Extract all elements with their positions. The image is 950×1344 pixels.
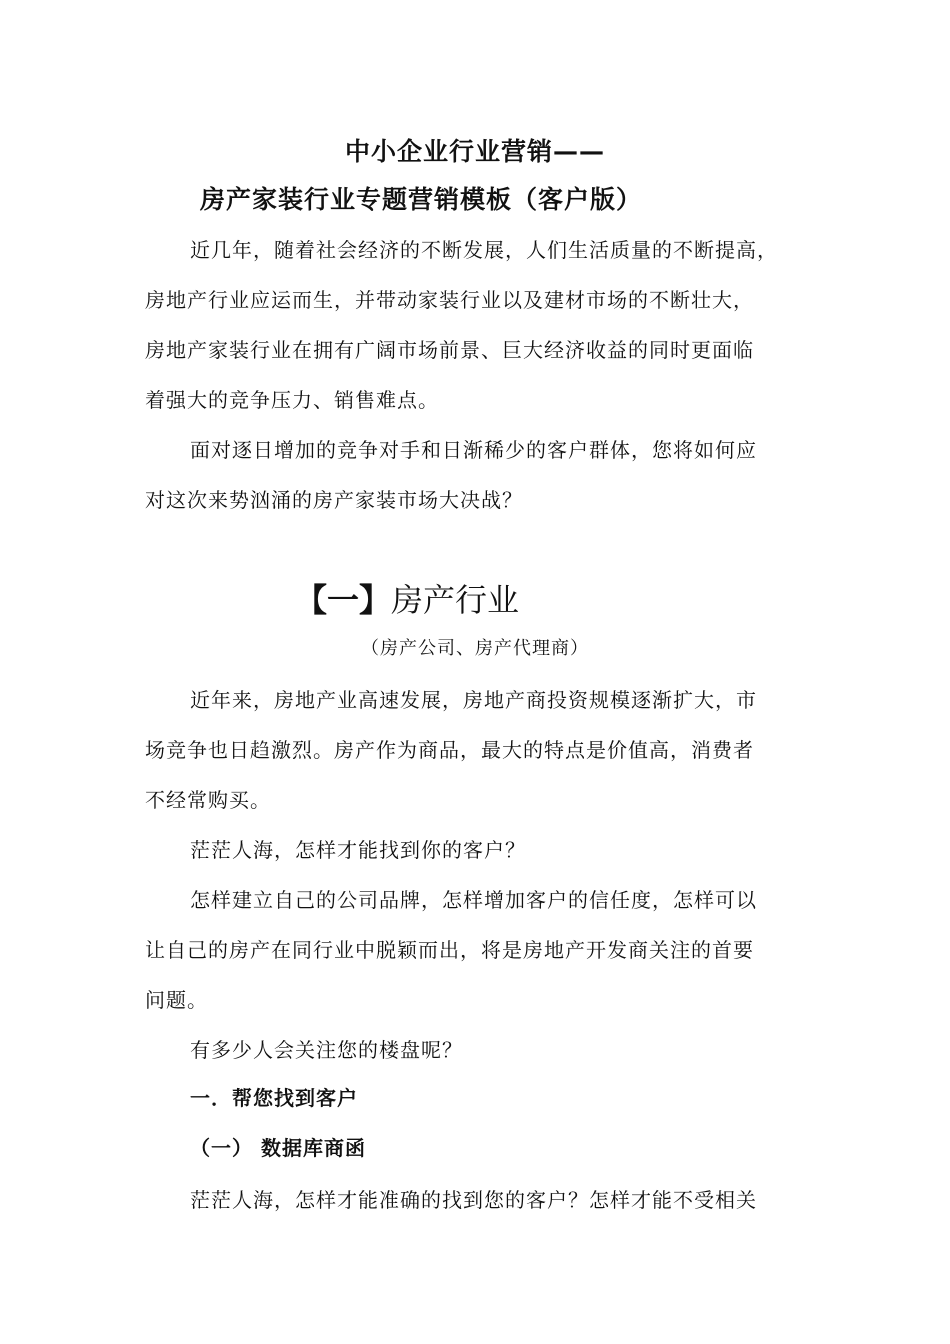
section-p4: 有多少人会关注您的楼盘呢？ <box>190 1038 463 1062</box>
sub-heading-find-customers: 一．帮您找到客户 <box>190 1086 358 1110</box>
intro-p1-line3: 房地产家装行业在拥有广阔市场前景、巨大经济收益的同时更面临 <box>145 338 754 362</box>
section-p1-line3: 不经常购买。 <box>145 788 271 812</box>
section-number: 【一】 <box>295 581 392 619</box>
intro-p1-line2: 房地产行业应运而生，并带动家装行业以及建材市场的不断壮大， <box>145 288 754 312</box>
section-p3-line3: 问题。 <box>145 988 208 1012</box>
section-p3-line1: 怎样建立自己的公司品牌，怎样增加客户的信任度，怎样可以 <box>190 888 757 912</box>
section-p2: 茫茫人海，怎样才能找到你的客户？ <box>190 838 526 862</box>
section-p5: 茫茫人海，怎样才能准确的找到您的客户？怎样才能不受相关 <box>190 1188 757 1212</box>
title-line1-text: 中小企业行业营销—— <box>344 137 605 166</box>
section-subtitle: （房产公司、房产代理商） <box>361 638 589 659</box>
document-title-line2: 房产家装行业专题营销模板（客户版） <box>200 185 643 214</box>
intro-p1-line4: 着强大的竞争压力、销售难点。 <box>145 388 439 412</box>
section-heading <box>295 578 519 622</box>
intro-p2-line1: 面对逐日增加的竞争对手和日渐稀少的客户群体，您将如何应 <box>190 438 757 462</box>
sub-sub-heading-database-mail: （一） 数据库商函 <box>190 1136 366 1160</box>
section-p1-line2: 场竞争也日趋激烈。房产作为商品，最大的特点是价值高，消费者 <box>145 738 754 762</box>
section-p1-line1: 近年来，房地产业高速发展，房地产商投资规模逐渐扩大，市 <box>190 688 757 712</box>
document-title-line1 <box>0 135 950 169</box>
intro-p2-line2: 对这次来势汹涌的房产家装市场大决战？ <box>145 488 523 512</box>
intro-p1-line1: 近几年，随着社会经济的不断发展，人们生活质量的不断提高， <box>190 238 778 262</box>
section-title: 房产行业 <box>391 581 520 619</box>
section-p3-line2: 让自己的房产在同行业中脱颖而出，将是房地产开发商关注的首要 <box>145 938 754 962</box>
